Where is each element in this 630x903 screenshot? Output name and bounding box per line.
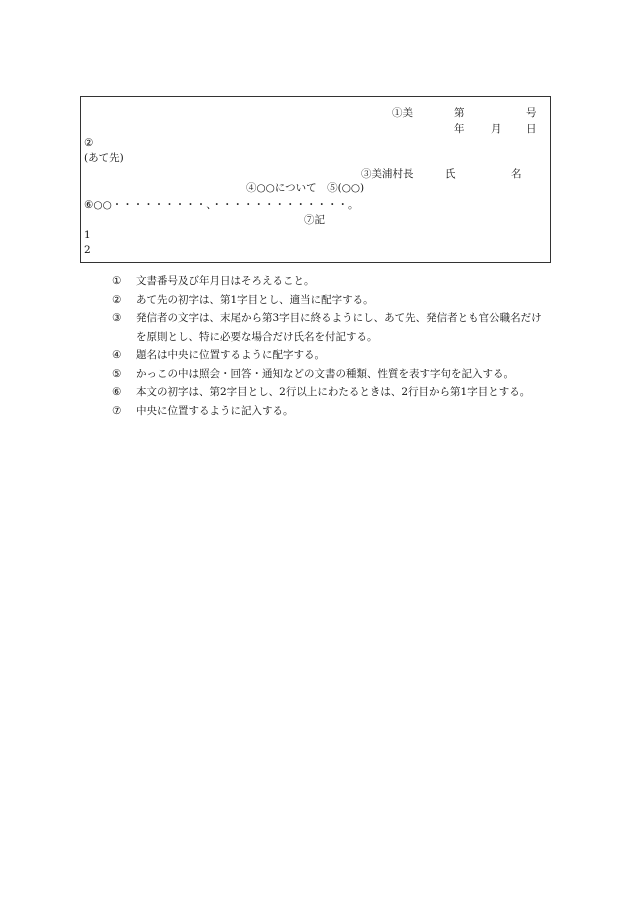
note-text: 発信者の文字は、末尾から第3字目に終るようにし、あて先、発信者とも官公職名だけを原則とし、特に必要な場合だけ氏名を付記する。: [136, 312, 542, 343]
note-item: [112, 272, 552, 291]
note-item: [112, 346, 552, 365]
note-item: [112, 309, 552, 346]
note-text: 題名は中央に位置するように配字する。: [136, 349, 325, 361]
item-2: 2: [84, 244, 91, 256]
note-mark: ①: [112, 275, 122, 287]
note-mark: ③: [112, 312, 122, 324]
note-mark: ⑤: [112, 367, 122, 380]
date-day: 日: [526, 123, 537, 135]
document-format-box: [80, 96, 551, 263]
note-item: [112, 291, 552, 310]
sender-shi: 氏: [445, 168, 456, 180]
date-month: 月: [491, 123, 502, 135]
doc-number-dai: 第: [454, 107, 465, 119]
item-1: 1: [84, 229, 91, 241]
note-item: [112, 402, 552, 421]
note-text: あて先の初字は、第1字目とし、適当に配字する。: [136, 293, 374, 306]
note-text: 中央に位置するように記入する。: [136, 404, 294, 417]
sender-mei: 名: [511, 168, 522, 180]
ki-line: ⑦記: [304, 214, 325, 226]
date-year: 年: [454, 123, 465, 135]
doc-number-go: 号: [526, 107, 537, 119]
body-line: ⑥○○・・・・・・・・・、・・・・・・・・・・・・・。: [84, 199, 359, 211]
note-text: かっこの中は照会・回答・通知などの文書の種類、性質を表す字句を記入する。: [136, 367, 514, 380]
note-mark: ②: [112, 293, 122, 306]
notes-list: [112, 272, 552, 420]
note-item: [112, 365, 552, 384]
sender-title: ③美浦村長: [361, 168, 414, 180]
note-text: 文書番号及び年月日はそろえること。: [136, 275, 315, 287]
addressee-label: (あて先): [84, 152, 124, 164]
note-mark: ⑦: [112, 404, 122, 417]
note-mark: ④: [112, 349, 122, 361]
note-mark: ⑥: [112, 386, 122, 398]
addressee-marker: ②: [84, 137, 94, 149]
subject-line: ④○○について ⑤(○○): [246, 182, 365, 194]
note-item: [112, 383, 552, 402]
note-text: 本文の初字は、第2字目とし、2行以上にわたるときは、2行目から第1字目とする。: [136, 386, 531, 398]
doc-number-prefix: ①美: [392, 107, 413, 119]
